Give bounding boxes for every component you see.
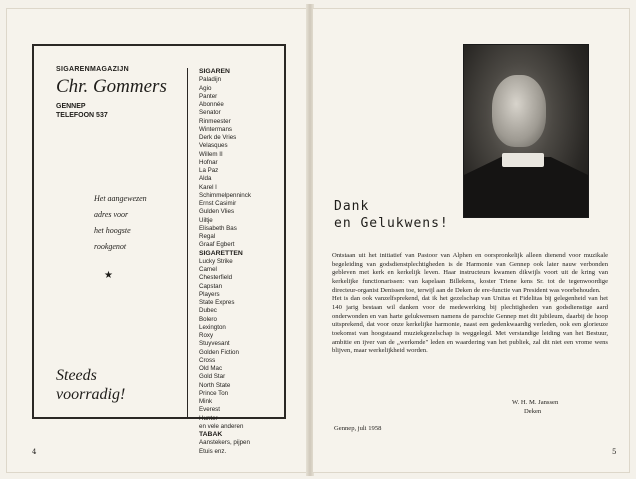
portrait-photo [463,44,589,218]
shop-label: SIGARENMAGAZIJN [56,66,129,73]
brand-item: Players [199,290,220,298]
brand-item: Etuis enz. [199,447,227,455]
brand-item: North State [199,381,231,389]
brand-item: Uiltje [199,216,213,224]
brand-item: Bolero [199,315,217,323]
slogan-line: Het aangewezen [94,194,147,203]
brand-item: Senator [199,109,221,117]
page-number: 5 [612,448,617,456]
brand-item: La Paz [199,167,219,174]
left-page [6,8,308,473]
brand-item: Golden Fiction [199,348,239,356]
brand-item: Everest [199,406,220,414]
paragraph: Het is dan ook vanzelfsprekend, dat ik het gezelschap van Unitas et Fidelitas bij gelegenheid van het 140 jarig bestaan wil danken voor de medewerking bij plechtigheden van godsdienstige aard onderwonden en van harte gelukwensen namens de parochie Gennep met dit jubileum, daarbij de hoop uitsprekend, dat voor onze kerkelijke harmonie, naast een gedenkwaardig verleden, ook een glorieuze toekomst van hoogstaand muziekgezelschap is weggelegd. Met verstandige leiding van het Bestuur, ambitie en ijver van de „werkende" leden en waardering van het publiek, zal dit niet een vrome wens blijven, maar werkelijkheid worden. [332,295,608,355]
slogan [94,191,147,255]
brand-item: Schimmelpenninck [199,191,251,199]
brand-item: Prince Ton [199,389,229,397]
portrait-collar [502,153,544,167]
brand-item: Capstan [199,282,223,290]
heading-line: en Gelukwens! [334,216,449,231]
brand-item: Regal [199,233,216,240]
brand-item: Wintermans [199,125,233,133]
portrait-face [492,75,546,147]
brand-item: Dubec [199,307,217,315]
page-number: 4 [32,448,37,456]
brand-item: State Expres [199,299,235,306]
brand-item: Aanstekers, pijpen [199,439,250,447]
stock-text [56,366,125,404]
date-line: Gennep, juli 1958 [334,425,382,432]
signature-name: W. H. M. Janssen [512,399,559,406]
brand-item: Old Mac [199,365,223,372]
brand-item: Camel [199,266,217,273]
brand-heading: TABAK [199,431,223,438]
shop-city: GENNEP [56,103,86,110]
brand-item: Derk de Vries [199,134,237,141]
divider-line [187,68,188,418]
heading-line: Dank [334,199,370,214]
slogan-line: rookgenot [94,242,127,251]
brand-item: Elisabeth Bas [199,224,237,232]
tobacco-list [199,439,251,456]
brand-item: Willem II [199,150,223,158]
thanks-heading [334,198,449,232]
stock-line: voorradig! [56,386,126,403]
brand-item: Alda [199,175,212,183]
stock-line: Steeds [56,367,97,384]
right-page [312,8,630,473]
cigarette-list [199,258,251,431]
signature-title: Deken [524,408,542,415]
shop-name: Chr. Gommers [56,76,167,97]
shop-phone: TELEFOON 537 [56,112,108,119]
brand-item: Hofnar [199,158,218,166]
slogan-line: het hoogste [94,226,131,235]
brand-item: Rinmeester [199,117,231,125]
brand-item: en vele anderen [199,422,244,430]
brand-item: Mink [199,398,213,405]
brand-item: Velasques [199,142,228,150]
brand-item: Graaf Egbert [199,241,235,249]
brand-list [199,68,251,456]
show-through-text [320,68,458,218]
brand-heading: SIGAREN [199,68,230,75]
slogan-line: adres voor [94,210,129,219]
brand-item: Cross [199,356,216,364]
brand-item: Ernst Casimir [199,200,237,207]
brand-item: Karel I [199,183,217,191]
brand-item: Gold Star [199,373,226,381]
brand-item: Chesterfield [199,274,233,282]
brand-item: Abonnée [199,101,224,108]
brand-heading: SIGARETTEN [199,249,243,257]
paragraph: Ontstaan uit het initiatief van Pastoor van Alphen en oorspronkelijk alleen dienend voor muzikale begeleiding van godsdienstplechtigheden is de Harmonie van Gennep ook later nauw verbonden gebleven met kerk en kerkelijk leven. Haar instructeurs kwamen dikwijls voort uit de kring van kerkelijke functionarissen: van kapelaan Billekens, koster Triene kens Sr. tot de tegenwoordige directeur-organist Denissen toe, terwijl aan de Deken de ere-functie van President was voorbehouden. [332,252,608,294]
body-text [332,252,608,356]
advertisement-box [32,44,286,455]
cigar-list [199,76,251,249]
star-icon: ★ [104,270,113,281]
signature [512,398,558,416]
brand-item: Gulden Vlies [199,208,235,216]
brand-item: Panter [199,92,218,100]
brand-item: Paladijn [199,76,222,84]
brand-item: Lexington [199,323,226,331]
brand-item: Roxy [199,332,214,339]
brand-item: Hunter [199,414,218,422]
brand-item: Lucky Strike [199,257,233,265]
brand-item: Agio [199,84,212,92]
brand-item: Stuyvesant [199,340,230,348]
